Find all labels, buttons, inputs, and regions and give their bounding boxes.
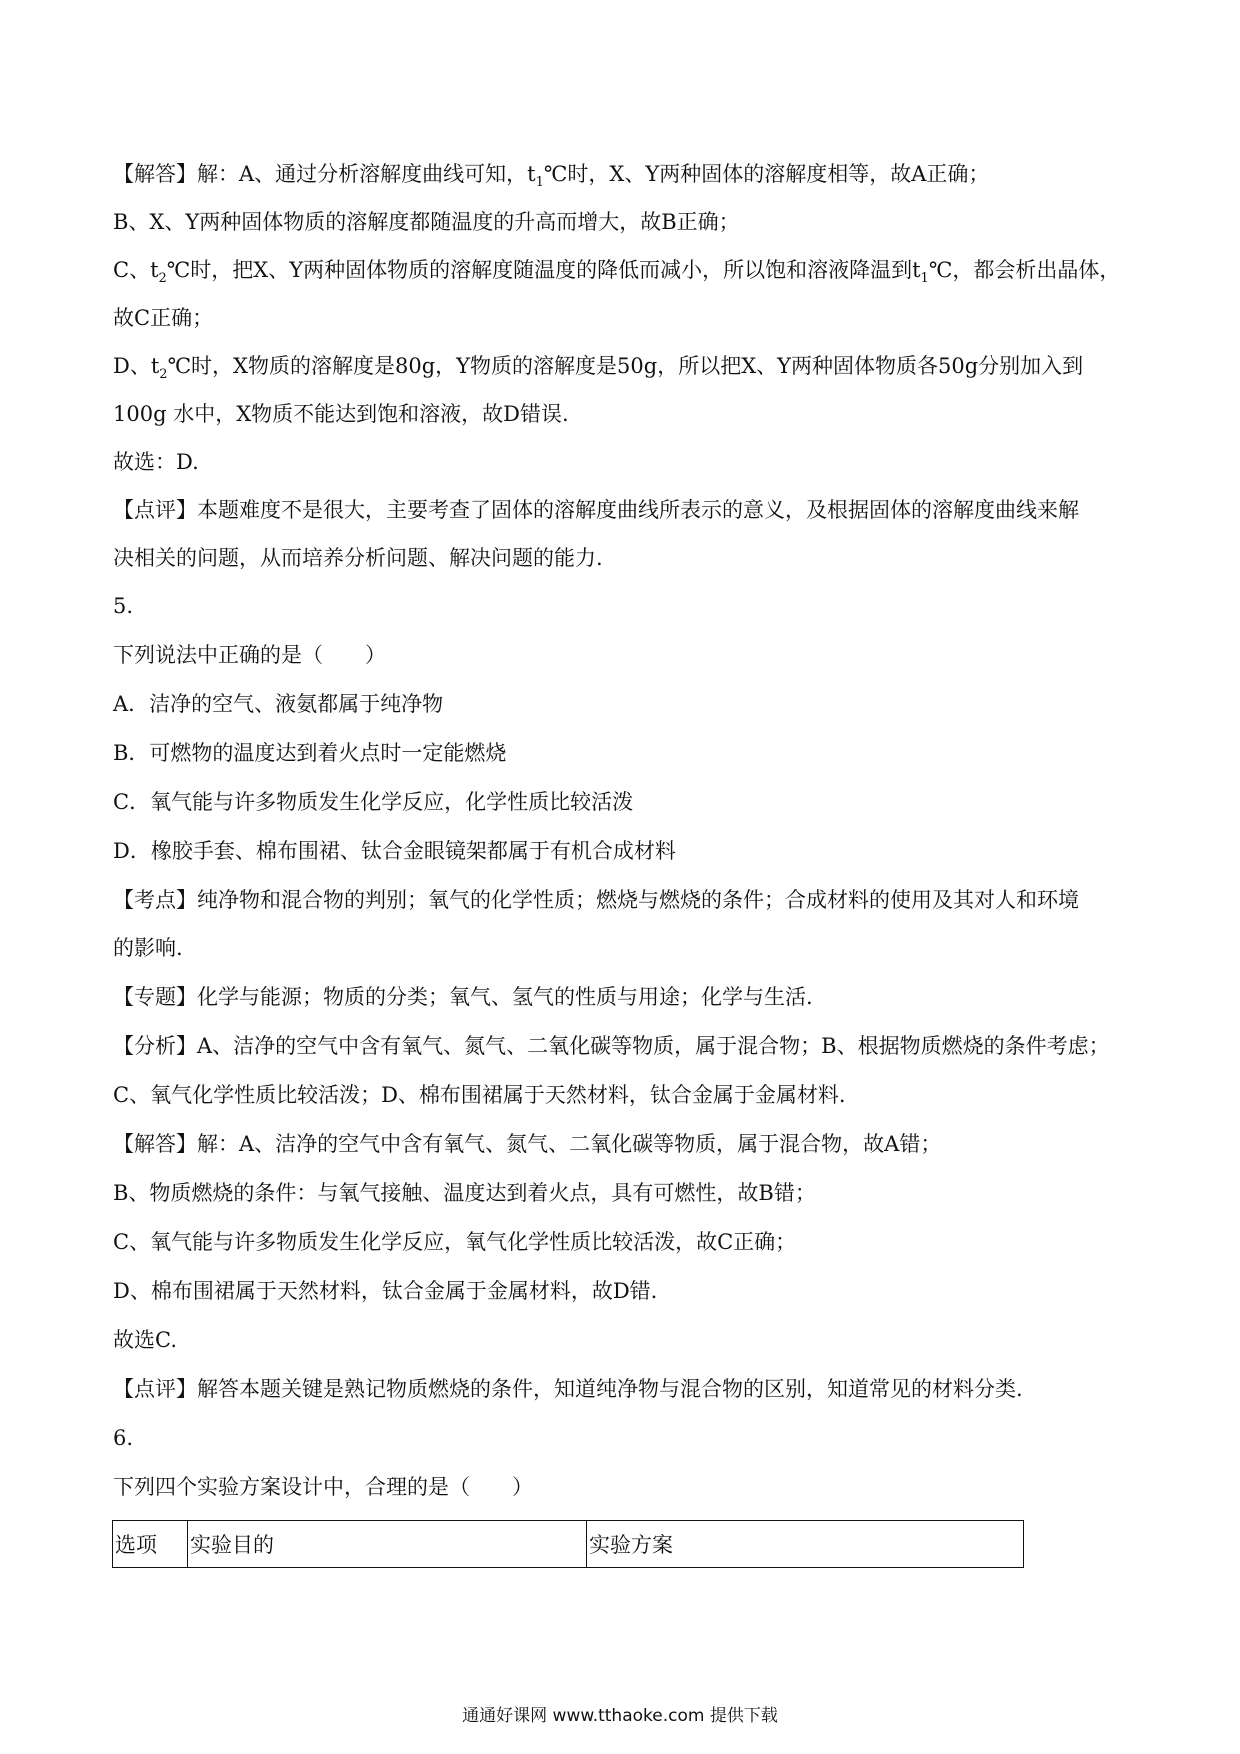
table-header-purpose: 实验目的 [188,1521,587,1568]
table-header-option: 选项 [113,1521,188,1568]
q4-answer-d-continued: 100g 水中，X物质不能达到饱和溶液，故D错误. [113,402,569,426]
q5-fenxi-line1: 【分析】A、洁净的空气中含有氧气、氮气、二氧化碳等物质，属于混合物；B、根据物质燃烧的条件考虑； [113,1034,1110,1058]
q5-option-b: B．可燃物的温度达到着火点时一定能燃烧 [113,741,507,765]
q5-answer-c: C、氧气能与许多物质发生化学反应，氧气化学性质比较活泼，故C正确； [113,1230,797,1254]
q6-number: 6. [113,1426,134,1450]
q5-comment: 【点评】解答本题关键是熟记物质燃烧的条件，知道纯净物与混合物的区别，知道常见的材料分类. [113,1377,1023,1401]
table-header-plan: 实验方案 [587,1521,1024,1568]
q5-fenxi-line2: C、氧气化学性质比较活泼；D、棉布围裙属于天然材料，钛合金属于金属材料. [113,1083,846,1107]
table-header-row [113,1521,1024,1568]
q5-stem: 下列说法中正确的是（ ） [113,643,386,667]
q5-option-c: C．氧气能与许多物质发生化学反应，化学性质比较活泼 [113,790,634,814]
q6-table [112,1520,1024,1568]
q5-answer-b: B、物质燃烧的条件：与氧气接触、温度达到着火点，具有可燃性，故B错； [113,1181,816,1205]
q4-answer-d: D、$t_2℃$时，X物质的溶解度是80g，Y物质的溶解度是50g，所以把X、Y两种固体物质各50g分别加入到 [113,354,1084,383]
q5-kaodian-line1: 【考点】纯净物和混合物的判别；氧气的化学性质；燃烧与燃烧的条件；合成材料的使用及其对人和环境 [113,888,1079,912]
q4-answer-c: C、$t_2℃$时，把X、Y两种固体物质的溶解度随温度的降低而减小，所以饱和溶液降温到$t_1℃$，都会析出晶体， [113,258,1121,287]
q4-answer-a: 【解答】解：A、通过分析溶解度曲线可知，$t_1℃$时，X、Y两种固体的溶解度相等，故A正确； [113,162,990,191]
q4-comment-line2: 决相关的问题，从而培养分析问题、解决问题的能力. [113,546,603,570]
q5-answer-d: D、棉布围裙属于天然材料，钛合金属于金属材料，故D错. [113,1279,658,1303]
q5-number: 5. [113,594,134,618]
page-footer: 通通好课网 www.tthaoke.com 提供下载 [462,1706,778,1726]
q5-zhuanti: 【专题】化学与能源；物质的分类；氧气、氢气的性质与用途；化学与生活. [113,985,813,1009]
q4-choice: 故选：D. [113,450,199,474]
q4-answer-c-continued: 故C正确； [113,306,214,330]
q5-choice: 故选C. [113,1328,177,1352]
q6-stem: 下列四个实验方案设计中，合理的是（ ） [113,1475,533,1499]
q4-comment-line1: 【点评】本题难度不是很大，主要考查了固体的溶解度曲线所表示的意义，及根据固体的溶解度曲线来解 [113,498,1079,522]
q5-option-a: A．洁净的空气、液氨都属于纯净物 [113,692,444,716]
q5-answer-a: 【解答】解：A、洁净的空气中含有氧气、氮气、二氧化碳等物质，属于混合物，故A错； [113,1132,942,1156]
q5-kaodian-line2: 的影响. [113,936,183,960]
q5-option-d: D．橡胶手套、棉布围裙、钛合金眼镜架都属于有机合成材料 [113,839,676,863]
q4-answer-b: B、X、Y两种固体物质的溶解度都随温度的升高而增大，故B正确； [113,210,740,234]
